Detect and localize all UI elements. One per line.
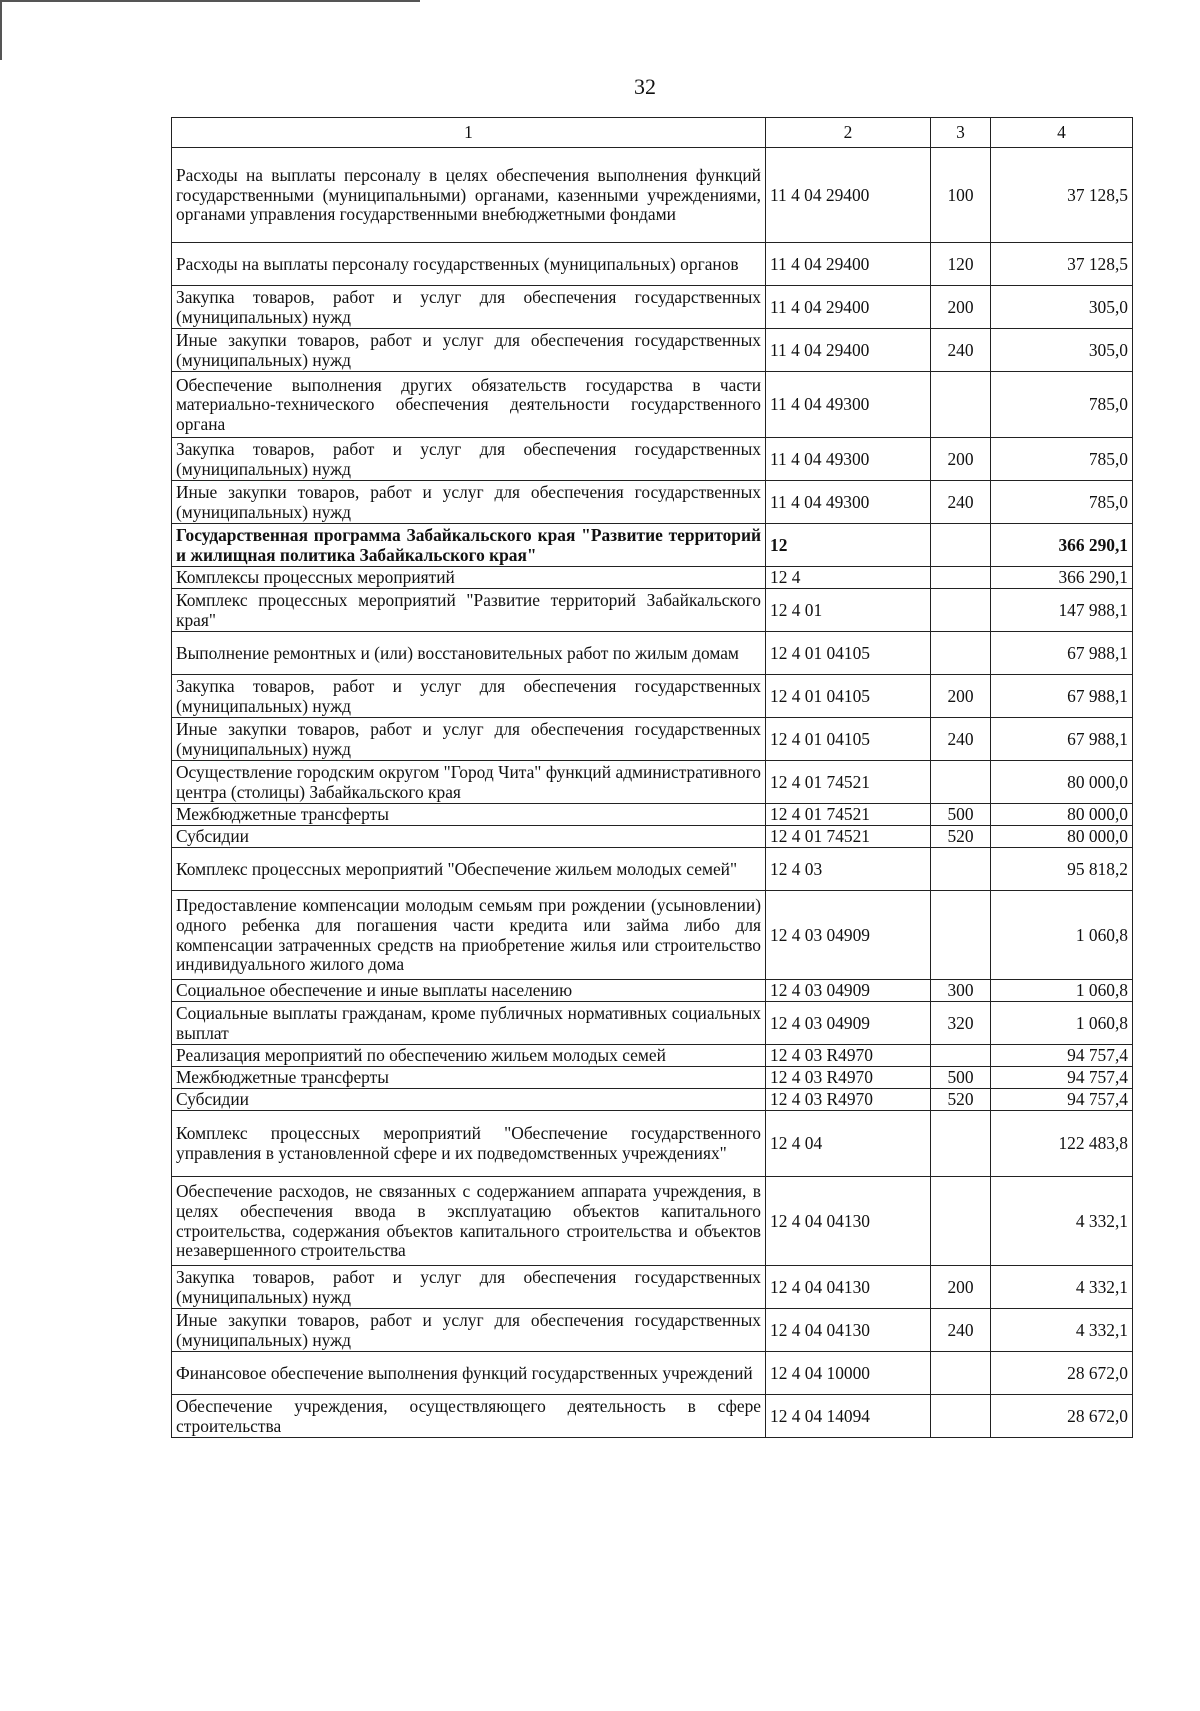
row-sum: 80 000,0: [991, 761, 1133, 804]
row-name: Обеспечение учреждения, осуществляющего деятельность в сфере строительства: [172, 1395, 766, 1438]
row-kind: 520: [931, 1089, 991, 1111]
row-sum: 785,0: [991, 481, 1133, 524]
row-name: Межбюджетные трансферты: [172, 1067, 766, 1089]
table-row: [172, 848, 1133, 891]
table-row: [172, 329, 1133, 372]
row-sum: 366 290,1: [991, 524, 1133, 567]
row-code: 12 4 04 10000: [766, 1352, 931, 1395]
row-code: 12: [766, 524, 931, 567]
table-row: [172, 891, 1133, 980]
row-sum: 305,0: [991, 329, 1133, 372]
row-name: Комплекс процессных мероприятий "Обеспечение государственного управления в установленной сфере и их подведомственных учреждениях": [172, 1111, 766, 1177]
scan-edge-top: [0, 0, 420, 2]
row-code: 12 4 03 04909: [766, 1002, 931, 1045]
row-name: Обеспечение выполнения других обязательств государства в части материально-технического обеспечения деятельности государственного органа: [172, 372, 766, 438]
table-row: [172, 148, 1133, 243]
row-sum: 94 757,4: [991, 1067, 1133, 1089]
row-code: 12 4 03 04909: [766, 980, 931, 1002]
row-sum: 1 060,8: [991, 980, 1133, 1002]
row-code: 11 4 04 49300: [766, 481, 931, 524]
row-code: 12 4 01 74521: [766, 826, 931, 848]
row-sum: 4 332,1: [991, 1266, 1133, 1309]
row-name: Иные закупки товаров, работ и услуг для обеспечения государственных (муниципальных) нужд: [172, 1309, 766, 1352]
row-code: 12 4 03 04909: [766, 891, 931, 980]
row-name: Выполнение ремонтных и (или) восстановительных работ по жилым домам: [172, 632, 766, 675]
row-name: Комплекс процессных мероприятий "Развитие территорий Забайкальского края": [172, 589, 766, 632]
row-sum: 28 672,0: [991, 1352, 1133, 1395]
row-code: 12 4 01 04105: [766, 718, 931, 761]
header-col-3: 3: [931, 118, 991, 148]
row-name: Межбюджетные трансферты: [172, 804, 766, 826]
row-sum: 67 988,1: [991, 675, 1133, 718]
row-code: 12 4 04 04130: [766, 1309, 931, 1352]
table-row: [172, 1352, 1133, 1395]
row-kind: [931, 1177, 991, 1266]
table-row: [172, 438, 1133, 481]
row-sum: 122 483,8: [991, 1111, 1133, 1177]
row-kind: 200: [931, 438, 991, 481]
row-code: 12 4 01 74521: [766, 761, 931, 804]
row-sum: 67 988,1: [991, 632, 1133, 675]
row-code: 12 4 01: [766, 589, 931, 632]
table-row: [172, 980, 1133, 1002]
row-name: Государственная программа Забайкальского края "Развитие территорий и жилищная политика Забайкальского края": [172, 524, 766, 567]
row-name: Расходы на выплаты персоналу государственных (муниципальных) органов: [172, 243, 766, 286]
row-sum: 147 988,1: [991, 589, 1133, 632]
row-kind: [931, 589, 991, 632]
row-sum: 785,0: [991, 438, 1133, 481]
table-row: [172, 1111, 1133, 1177]
row-kind: [931, 761, 991, 804]
row-name: Иные закупки товаров, работ и услуг для обеспечения государственных (муниципальных) нужд: [172, 481, 766, 524]
row-code: 11 4 04 29400: [766, 243, 931, 286]
row-kind: [931, 524, 991, 567]
row-sum: 4 332,1: [991, 1309, 1133, 1352]
row-name: Закупка товаров, работ и услуг для обеспечения государственных (муниципальных) нужд: [172, 438, 766, 481]
table-row: [172, 1266, 1133, 1309]
row-sum: 366 290,1: [991, 567, 1133, 589]
table-row: [172, 826, 1133, 848]
header-row: [172, 118, 1133, 148]
row-code: 12 4: [766, 567, 931, 589]
table-row: [172, 1002, 1133, 1045]
row-code: 12 4 04 14094: [766, 1395, 931, 1438]
row-name: Иные закупки товаров, работ и услуг для обеспечения государственных (муниципальных) нужд: [172, 718, 766, 761]
row-code: 12 4 01 04105: [766, 632, 931, 675]
row-sum: 80 000,0: [991, 804, 1133, 826]
scan-edge-left: [0, 0, 2, 60]
table-row: [172, 1395, 1133, 1438]
table-row: [172, 718, 1133, 761]
row-kind: 240: [931, 329, 991, 372]
row-name: Субсидии: [172, 826, 766, 848]
row-sum: 1 060,8: [991, 1002, 1133, 1045]
row-name: Закупка товаров, работ и услуг для обеспечения государственных (муниципальных) нужд: [172, 1266, 766, 1309]
row-sum: 94 757,4: [991, 1045, 1133, 1067]
row-sum: 37 128,5: [991, 243, 1133, 286]
table-row: [172, 481, 1133, 524]
row-kind: 300: [931, 980, 991, 1002]
row-sum: 94 757,4: [991, 1089, 1133, 1111]
row-code: 12 4 04 04130: [766, 1266, 931, 1309]
row-name: Социальное обеспечение и иные выплаты населению: [172, 980, 766, 1002]
row-kind: 100: [931, 148, 991, 243]
row-sum: 95 818,2: [991, 848, 1133, 891]
row-sum: 37 128,5: [991, 148, 1133, 243]
row-kind: 120: [931, 243, 991, 286]
table-row: [172, 243, 1133, 286]
row-kind: 240: [931, 1309, 991, 1352]
table-row: [172, 589, 1133, 632]
row-sum: 785,0: [991, 372, 1133, 438]
row-name: Комплексы процессных мероприятий: [172, 567, 766, 589]
row-sum: 1 060,8: [991, 891, 1133, 980]
header-col-2: 2: [766, 118, 931, 148]
row-code: 12 4 04 04130: [766, 1177, 931, 1266]
table-body: [172, 148, 1133, 1438]
row-kind: 520: [931, 826, 991, 848]
table-row: [172, 761, 1133, 804]
row-code: 12 4 01 04105: [766, 675, 931, 718]
row-name: Закупка товаров, работ и услуг для обеспечения государственных (муниципальных) нужд: [172, 286, 766, 329]
row-kind: 320: [931, 1002, 991, 1045]
row-code: 12 4 03: [766, 848, 931, 891]
table-row: [172, 804, 1133, 826]
row-code: 12 4 03 R4970: [766, 1045, 931, 1067]
row-name: Расходы на выплаты персоналу в целях обеспечения выполнения функций государственными (муниципальными) органами, казенными учреждениями, органами управления государственными внебюджетными фондами: [172, 148, 766, 243]
table-row: [172, 567, 1133, 589]
row-kind: [931, 1395, 991, 1438]
table-row: [172, 632, 1133, 675]
table-header: [172, 118, 1133, 148]
header-col-4: 4: [991, 118, 1133, 148]
row-kind: 200: [931, 286, 991, 329]
row-code: 11 4 04 29400: [766, 329, 931, 372]
row-code: 12 4 04: [766, 1111, 931, 1177]
row-kind: [931, 891, 991, 980]
table-row: [172, 1309, 1133, 1352]
row-code: 11 4 04 29400: [766, 148, 931, 243]
row-kind: [931, 1045, 991, 1067]
row-kind: 500: [931, 804, 991, 826]
row-code: 11 4 04 29400: [766, 286, 931, 329]
row-kind: [931, 848, 991, 891]
row-name: Иные закупки товаров, работ и услуг для обеспечения государственных (муниципальных) нужд: [172, 329, 766, 372]
row-sum: 28 672,0: [991, 1395, 1133, 1438]
table-row: [172, 524, 1133, 567]
row-name: Реализация мероприятий по обеспечению жильем молодых семей: [172, 1045, 766, 1067]
row-kind: 240: [931, 481, 991, 524]
row-kind: 200: [931, 675, 991, 718]
row-name: Социальные выплаты гражданам, кроме публичных нормативных социальных выплат: [172, 1002, 766, 1045]
row-name: Закупка товаров, работ и услуг для обеспечения государственных (муниципальных) нужд: [172, 675, 766, 718]
row-sum: 67 988,1: [991, 718, 1133, 761]
row-code: 12 4 03 R4970: [766, 1067, 931, 1089]
row-code: 11 4 04 49300: [766, 372, 931, 438]
row-kind: [931, 1352, 991, 1395]
table-row: [172, 1045, 1133, 1067]
row-kind: [931, 567, 991, 589]
row-sum: 305,0: [991, 286, 1133, 329]
row-sum: 4 332,1: [991, 1177, 1133, 1266]
table-row: [172, 675, 1133, 718]
table-row: [172, 372, 1133, 438]
row-name: Субсидии: [172, 1089, 766, 1111]
row-kind: 200: [931, 1266, 991, 1309]
row-name: Обеспечение расходов, не связанных с содержанием аппарата учреждения, в целях обеспечения ввода в эксплуатацию объектов капитального строительства, содержания объектов капитального строительства и объектов незавершенного строительства: [172, 1177, 766, 1266]
row-kind: 500: [931, 1067, 991, 1089]
row-name: Предоставление компенсации молодым семьям при рождении (усыновлении) одного ребенка для погашения части кредита или займа либо для компенсации затраченных средств на приобретение жилья или строительство индивидуального жилого дома: [172, 891, 766, 980]
row-code: 12 4 03 R4970: [766, 1089, 931, 1111]
page-number: 32: [634, 74, 656, 99]
header-col-1: 1: [172, 118, 766, 148]
row-kind: [931, 632, 991, 675]
row-name: Комплекс процессных мероприятий "Обеспечение жильем молодых семей": [172, 848, 766, 891]
row-name: Финансовое обеспечение выполнения функций государственных учреждений: [172, 1352, 766, 1395]
row-kind: [931, 372, 991, 438]
table-row: [172, 286, 1133, 329]
row-name: Осуществление городским округом "Город Чита" функций административного центра (столицы) Забайкальского края: [172, 761, 766, 804]
row-code: 11 4 04 49300: [766, 438, 931, 481]
row-sum: 80 000,0: [991, 826, 1133, 848]
table-row: [172, 1177, 1133, 1266]
table-row: [172, 1089, 1133, 1111]
row-kind: [931, 1111, 991, 1177]
row-code: 12 4 01 74521: [766, 804, 931, 826]
table-row: [172, 1067, 1133, 1089]
row-kind: 240: [931, 718, 991, 761]
budget-table: [171, 117, 1133, 1438]
